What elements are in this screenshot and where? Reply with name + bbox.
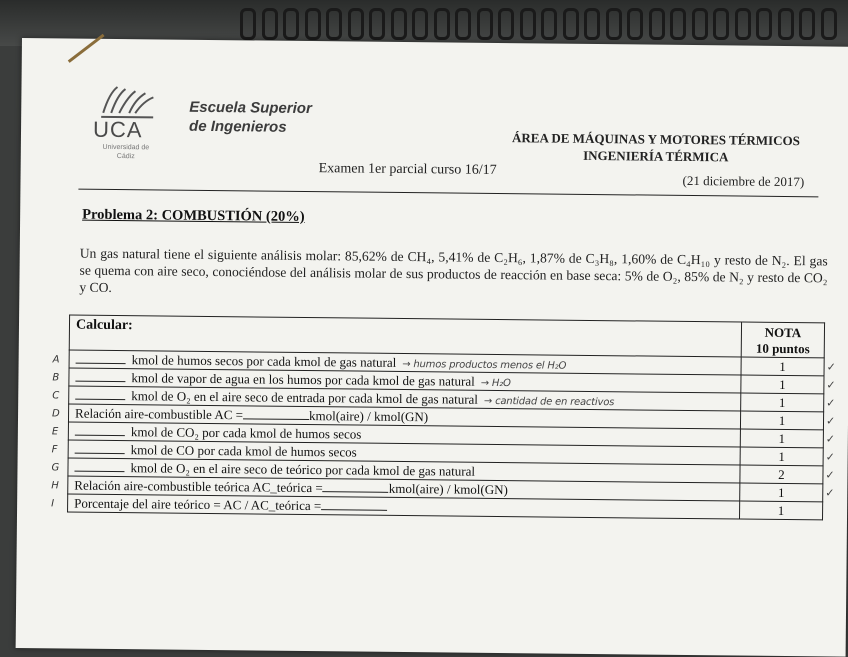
spiral-ring (477, 8, 493, 40)
row-points: 1 (740, 483, 823, 502)
answer-blank (321, 497, 387, 511)
spiral-ring (584, 8, 600, 40)
points-label: 10 puntos (755, 340, 810, 357)
problem-title: Problema 2: COMBUSTIÓN (20%) (82, 206, 305, 225)
row-unit: kmol(aire) / kmol(GN) (388, 480, 508, 498)
spiral-ring (541, 8, 557, 40)
row-text: kmol de CO por cada kmol de humos secos (130, 442, 357, 460)
margin-letter: B (52, 372, 60, 384)
nota-header (741, 322, 824, 358)
spiral-ring (434, 8, 450, 40)
margin-letter: C (52, 390, 60, 402)
exam-paper (16, 38, 848, 657)
answer-blank (74, 459, 124, 473)
handwritten-note: → humos productos menos el H₂O (402, 359, 567, 372)
row-text: kmol de vapor de agua en los humos por cada kmol de gas natural (131, 370, 475, 389)
row-points: 1 (740, 447, 823, 466)
row-points: 1 (741, 375, 824, 394)
margin-letter: F (51, 444, 58, 456)
checkmark-icon: ✓ (825, 468, 835, 482)
row-text: kmol de CO₂ por cada kmol de humos secos (130, 424, 362, 442)
spiral-ring (369, 8, 385, 40)
answer-blank (75, 423, 125, 437)
area-line-1: ÁREA DE MÁQUINAS Y MOTORES TÉRMICOS (511, 130, 800, 149)
calcular-header: Calcular: (69, 315, 741, 357)
spiral-ring (778, 8, 794, 40)
row-points: 2 (740, 465, 823, 484)
school-name (189, 98, 312, 137)
row-points: 1 (741, 357, 824, 376)
spiral-ring (606, 8, 622, 40)
spiral-ring (391, 8, 407, 40)
row-text: Relación aire-combustible teórica AC_teórica = (74, 477, 323, 496)
margin-letters (51, 351, 60, 513)
handwritten-note: → cantidad de en reactivos (483, 395, 615, 409)
exam-title: Examen 1er parcial curso 16/17 (318, 161, 497, 178)
exam-date: (21 diciembre de 2017) (682, 172, 805, 190)
row-points: 1 (741, 393, 824, 412)
answer-blank (76, 351, 126, 365)
handwritten-note: → H₂O (480, 377, 511, 390)
spiral-ring (520, 8, 536, 40)
row-text: Porcentaje del aire teórico = AC / AC_teórica = (74, 495, 322, 514)
checkmark-icon: ✓ (825, 450, 835, 464)
answer-blank (75, 369, 125, 383)
row-unit: kmol(aire) / kmol(GN) (308, 408, 429, 425)
spiral-rings (240, 2, 848, 42)
spiral-ring (821, 8, 837, 40)
row-text: Relación aire-combustible AC = (74, 405, 244, 423)
margin-checkmarks (825, 358, 836, 502)
row-points: 1 (740, 411, 823, 430)
answer-blank (75, 387, 125, 401)
row-text: kmol de O₂ en el aire seco de teórico por cada kmol de gas natural (130, 460, 476, 479)
spiral-ring (799, 8, 815, 40)
spiral-ring (563, 8, 579, 40)
school-line-2: de Ingenieros (188, 117, 287, 136)
margin-letter: I (51, 498, 55, 510)
spiral-ring (348, 8, 364, 40)
area-line-2: INGENIERÍA TÉRMICA (583, 147, 729, 165)
margin-letter: E (51, 426, 59, 438)
spiral-ring (735, 8, 751, 40)
spiral-ring (627, 8, 643, 40)
margin-letter: H (51, 480, 59, 492)
checkmark-icon: ✓ (826, 396, 836, 410)
margin-letter: A (52, 354, 60, 366)
checkmark-icon: ✓ (826, 360, 836, 374)
spiral-ring (756, 8, 772, 40)
calculation-table (67, 315, 825, 521)
spiral-ring (455, 8, 471, 40)
logo-text: UCA (92, 116, 143, 143)
problem-statement: Un gas natural tiene el siguiente análisis molar: 85,62% de CH₄, 5,41% de C₂H₆, 1,87% de C₃H₈, 1,60% de C₄H₁₀ y resto de N₂. El gas se quema con aire seco, conociéndose del análisis molar de sus productos de reacción en base seca: 5% de O₂, 85% de N₂ y resto de CO₂ y CO. (79, 245, 828, 295)
nota-label: NOTA (764, 324, 802, 341)
margin-letter: D (52, 408, 60, 420)
answer-blank (243, 406, 309, 420)
pencil-mark (68, 34, 105, 63)
row-points: 1 (740, 501, 823, 520)
spiral-ring (240, 8, 256, 40)
spiral-ring (649, 8, 665, 40)
header-divider (78, 189, 818, 198)
spiral-ring (713, 8, 729, 40)
logo-subtitle: Universidad de Cádiz (102, 143, 150, 161)
answer-blank (75, 441, 125, 455)
spiral-ring (498, 8, 514, 40)
checkmark-icon: ✓ (825, 414, 836, 428)
department-heading (491, 129, 821, 166)
margin-letter: G (51, 462, 60, 474)
spiral-ring (283, 8, 299, 40)
spiral-ring (326, 8, 342, 40)
spiral-ring (412, 8, 428, 40)
spiral-ring (692, 8, 708, 40)
checkmark-icon: ✓ (826, 378, 836, 392)
checkmark-icon: ✓ (825, 486, 835, 500)
answer-blank (323, 479, 389, 493)
spiral-ring (305, 8, 321, 40)
spiral-ring (262, 8, 278, 40)
row-text: kmol de humos secos por cada kmol de gas natural (131, 352, 397, 370)
row-points: 1 (740, 429, 823, 448)
school-line-1: Escuela Superior (189, 98, 312, 118)
spiral-ring (670, 8, 686, 40)
row-text: kmol de O₂ en el aire seco de entrada por cada kmol de gas natural (131, 388, 479, 407)
checkmark-icon: ✓ (825, 432, 836, 446)
